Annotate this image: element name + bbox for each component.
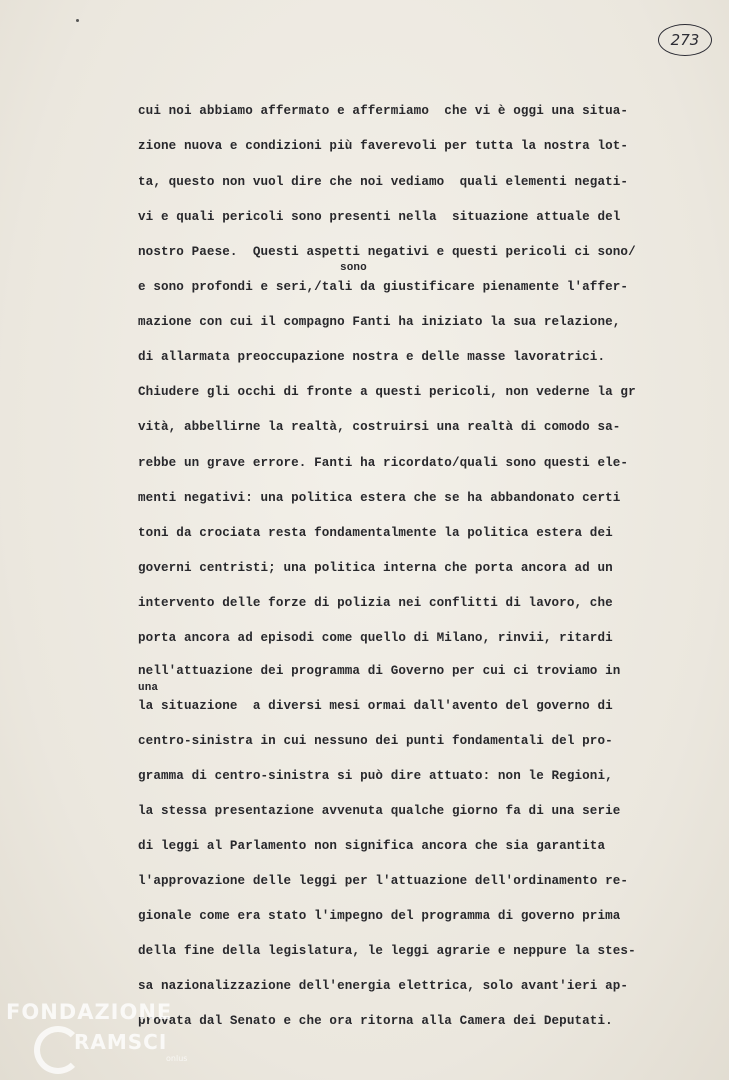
text-line: sa nazionalizzazione dell'energia elettrica, solo avant'ieri ap- bbox=[138, 979, 629, 993]
text-line: vi e quali pericoli sono presenti nella situazione attuale del bbox=[138, 210, 621, 224]
interlinear-correction: una bbox=[138, 682, 159, 694]
text-line: rebbe un grave errore. Fanti ha ricordato/quali sono questi ele- bbox=[138, 456, 629, 470]
text-line: centro-sinistra in cui nessuno dei punti fondamentali del pro- bbox=[138, 734, 613, 748]
text-line: menti negativi: una politica estera che se ha abbandonato certi bbox=[138, 491, 621, 505]
text-line: di allarmata preoccupazione nostra e delle masse lavoratrici. bbox=[138, 350, 606, 364]
text-line: toni da crociata resta fondamentalmente la politica estera dei bbox=[138, 526, 613, 540]
text-line: provata dal Senato e che ora ritorna alla Camera dei Deputati. bbox=[138, 1014, 613, 1028]
text-line: mazione con cui il compagno Fanti ha iniziato la sua relazione, bbox=[138, 315, 621, 329]
text-line: della fine della legislatura, le leggi agrarie e neppure la stes- bbox=[138, 944, 636, 958]
page-number: 273 bbox=[658, 24, 712, 56]
text-line: e sono profondi e seri,/tali da giustificare pienamente l'affer- bbox=[138, 280, 629, 294]
text-line: gramma di centro-sinistra si può dire attuato: non le Regioni, bbox=[138, 769, 613, 783]
text-line: governi centristi; una politica interna che porta ancora ad un bbox=[138, 561, 613, 575]
text-line: ta, questo non vuol dire che noi vediamo quali elementi negati- bbox=[138, 175, 629, 189]
text-line: l'approvazione delle leggi per l'attuazione dell'ordinamento re- bbox=[138, 874, 629, 888]
text-line: intervento delle forze di polizia nei conflitti di lavoro, che bbox=[138, 596, 613, 610]
watermark-suffix: onlus bbox=[166, 1054, 188, 1063]
text-line: di leggi al Parlamento non significa ancora che sia garantita bbox=[138, 839, 606, 853]
ink-speck bbox=[76, 19, 79, 22]
interlinear-correction: sono bbox=[340, 262, 367, 274]
text-line: Chiudere gli occhi di fronte a questi pericoli, non vederne la gr bbox=[138, 385, 636, 399]
text-line: gionale come era stato l'impegno del programma di governo prima bbox=[138, 909, 621, 923]
watermark-line1: FONDAZIONE bbox=[6, 1000, 173, 1024]
watermark-line2: RAMSCI bbox=[74, 1030, 168, 1054]
text-line: la situazione a diversi mesi ormai dall'avento del governo di bbox=[138, 699, 613, 713]
text-line: la stessa presentazione avvenuta qualche giorno fa di una serie bbox=[138, 804, 621, 818]
text-line: vità, abbellirne la realtà, costruirsi una realtà di comodo sa- bbox=[138, 420, 621, 434]
text-line: nostro Paese. Questi aspetti negativi e questi pericoli ci sono/ bbox=[138, 245, 636, 259]
foundation-watermark bbox=[6, 996, 206, 1080]
text-line: nell'attuazione dei programma di Governo per cui ci troviamo in bbox=[138, 664, 621, 678]
text-line: porta ancora ad episodi come quello di Milano, rinvii, ritardi bbox=[138, 631, 613, 645]
text-line: zione nuova e condizioni più faverevoli per tutta la nostra lot- bbox=[138, 139, 629, 153]
text-line: cui noi abbiamo affermato e affermiamo che vi è oggi una situa- bbox=[138, 104, 629, 118]
